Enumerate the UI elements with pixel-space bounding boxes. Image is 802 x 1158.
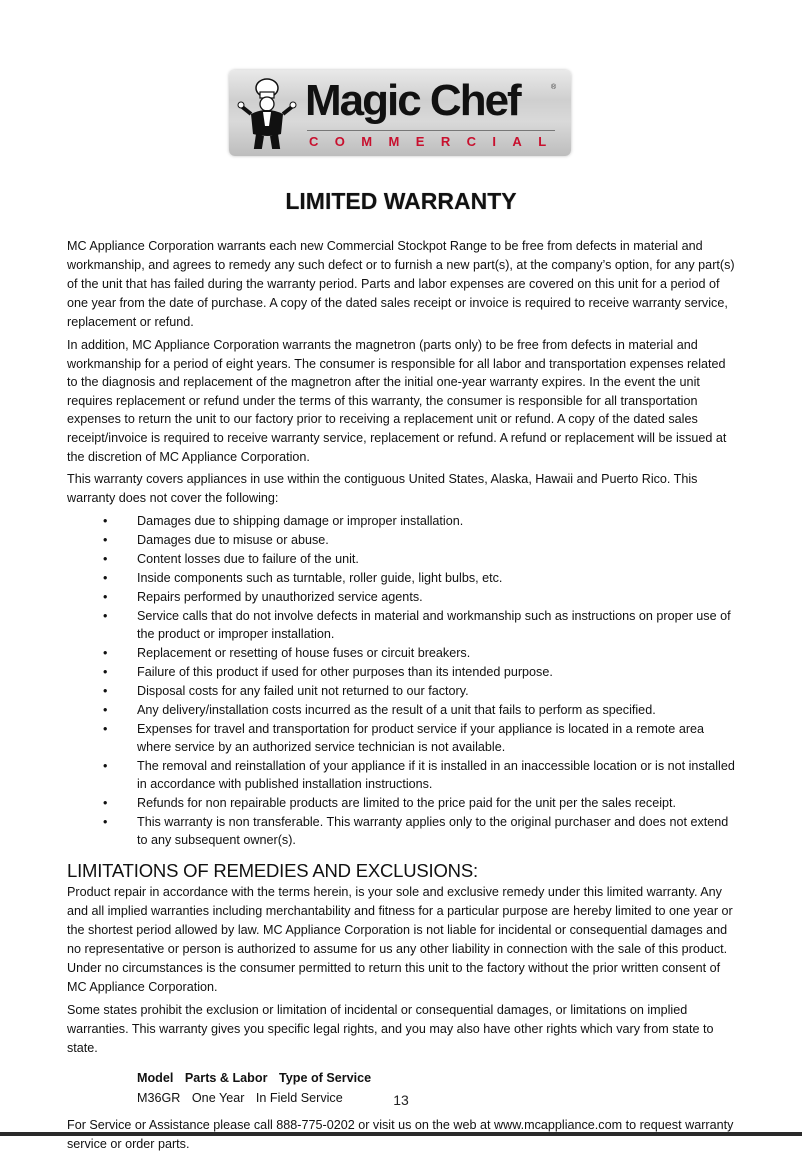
list-item: • Inside components such as turntable, roller guide, light bulbs, etc. — [103, 571, 503, 586]
list-item: • Content losses due to failure of the unit. — [103, 552, 359, 567]
warranty-paragraph: MC Appliance Corporation warrants each new Commercial Stockpot Range to be free from defects in material and workmanship, and agrees to remedy any such defect or to furnish a new part(s), at the company’s option, for any part(s) of the unit that has failed during the warranty period. Parts and labor expenses are covered on this unit for a period of one year from the date of purchase. A copy of the dated sales receipt or invoice is required to receive warranty service, replacement or refund. — [67, 239, 735, 329]
brand-subtitle: COMMERCIAL — [309, 134, 563, 149]
list-item: • Repairs performed by unauthorized service agents. — [103, 590, 423, 605]
exclusions-list — [67, 512, 737, 849]
service-table-header — [137, 1068, 737, 1088]
bullet-icon: • — [103, 533, 108, 548]
page-bottom-border — [0, 1132, 802, 1136]
bullet-icon: • — [103, 609, 108, 624]
bullet-icon: • — [103, 815, 108, 830]
chef-mascot-icon — [237, 76, 297, 152]
list-item: • Expenses for travel and transportation for product service if your appliance is located in a remote area where service by an authorized service technician is not available. — [103, 722, 705, 755]
magnetron-paragraph: In addition, MC Appliance Corporation warrants the magnetron (parts only) to be free from defects in material and workmanship for a period of eight years. The consumer is responsible for all labor and transportation expenses related to the diagnosis and replacement of the magnetron after the initial one-year warranty expires. In the event the unit requires replacement or refund under the terms of this warranty, the consumer is responsible for all transportation expenses to return the unit to our factory prior to receiving a replacement unit or refund. A copy of the dated sales receipt/invoice is required to receive warranty service, replacement or refund. A refund or replacement will be issued at the discretion of MC Appliance Corporation. — [67, 338, 727, 464]
bullet-icon: • — [103, 646, 108, 661]
header-service-type: Type of Service — [278, 1071, 372, 1086]
registered-mark: ® — [551, 84, 557, 91]
list-item: • Damages due to misuse or abuse. — [103, 533, 329, 548]
list-item: • Damages due to shipping damage or improper installation. — [103, 514, 464, 529]
state-rights-paragraph: Some states prohibit the exclusion or limitation of incidental or consequential damages, or limitations on implied warranties. This warranty gives you specific legal rights, and you may also have other rights which vary from state to state. — [67, 1003, 714, 1056]
limitations-paragraph: Product repair in accordance with the terms herein, is your sole and exclusive remedy under this limited warranty. Any and all implied warranties including merchantability and fitness for a particular purpose are hereby limited to one year or the shortest period allowed by law. MC Appliance Corporation is not liable for incidental or consequential damages and no representative or person is authorized to assume for us any other liability in connection with the sale of this product. Under no circumstances is the consumer permitted to return this unit to the factory without the prior written consent of MC Appliance Corporation. — [67, 885, 733, 995]
contact-paragraph: For Service or Assistance please call 888-775-0202 or visit us on the web at www.mcappliance.com to request warranty service or order parts. — [67, 1118, 734, 1152]
cell-parts-labor: One Year — [191, 1091, 245, 1106]
magic-chef-commercial-logo — [229, 70, 571, 156]
bullet-icon: • — [103, 796, 108, 811]
list-item: • Any delivery/installation costs incurred as the result of a unit that fails to perform as specified. — [103, 703, 656, 718]
bullet-icon: • — [103, 759, 108, 774]
bullet-icon: • — [103, 703, 108, 718]
bullet-icon: • — [103, 571, 108, 586]
brand-name: Magic Chef — [305, 76, 520, 125]
header-parts-labor: Parts & Labor — [184, 1071, 268, 1086]
logo-divider — [307, 130, 555, 131]
list-item: • This warranty is non transferable. This warranty applies only to the original purchaser and does not extend to any subsequent owner(s). — [103, 815, 729, 848]
list-item: • Replacement or resetting of house fuses or circuit breakers. — [103, 646, 471, 661]
bullet-icon: • — [103, 590, 108, 605]
bullet-icon: • — [103, 552, 108, 567]
list-item: • Service calls that do not involve defects in material and workmanship such as instructions on proper use of the product or improper installation. — [103, 609, 731, 642]
page-number: 13 — [393, 1092, 409, 1108]
bullet-icon: • — [103, 684, 108, 699]
cell-model: M36GR — [137, 1091, 181, 1106]
cell-service-type: In Field Service — [255, 1091, 343, 1106]
list-item: • The removal and reinstallation of your appliance if it is installed in an inaccessible location or is not installed in accordance with published installation instructions. — [103, 759, 735, 792]
bullet-icon: • — [103, 722, 108, 737]
list-item: • Refunds for non repairable products are limited to the price paid for the unit per the sales receipt. — [103, 796, 677, 811]
limitations-heading: LIMITATIONS OF REMEDIES AND EXCLUSIONS: — [67, 860, 478, 882]
list-item: • Failure of this product if used for other purposes than its intended purpose. — [103, 665, 553, 680]
bullet-icon: • — [103, 514, 108, 529]
list-item: • Disposal costs for any failed unit not returned to our factory. — [103, 684, 469, 699]
header-model: Model — [137, 1071, 174, 1086]
bullet-icon: • — [103, 665, 108, 680]
warranty-body — [67, 237, 737, 1158]
coverage-paragraph: This warranty covers appliances in use within the contiguous United States, Alaska, Hawaii and Puerto Rico. This warranty does not cover the following: — [67, 472, 698, 506]
page-title: LIMITED WARRANTY — [285, 188, 517, 214]
